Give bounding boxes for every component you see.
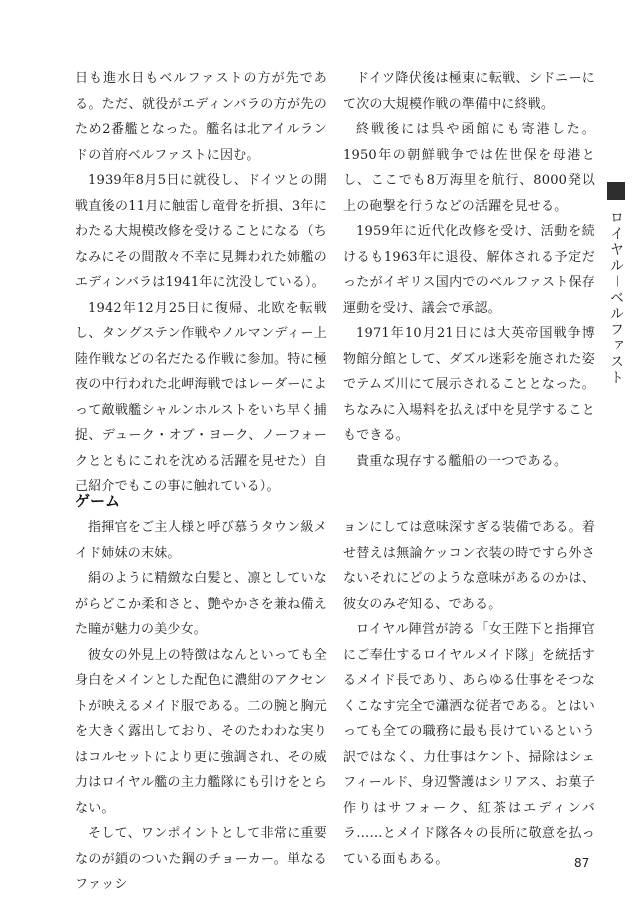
page-number: 87 (574, 856, 590, 870)
paragraph: 1959年に近代化改修を受け、活動を続けるも1963年に退役、解体される予定だったがイギリス国内でのベルファスト保存運動を受け、議会で承認。 (343, 224, 595, 316)
paragraph: 1939年8月5日に就役し、ドイツとの開戦直後の11月に触雷し竜骨を折損、3年にわたる大規模改修を受けることになる（ちなみにその間散々不幸に見舞われた姉艦のエディンバラは1941年に沈没している）。 (75, 173, 327, 290)
section-heading-game: ゲーム (75, 492, 121, 510)
paragraph: 彼女の外見上の特徴はなんといっても全身白をメインとした配色に濃紺のアクセントが映えるメイド服である。二の腕と胸元を大きく露出しており、そのたわわな実りはコルセットにより更に強調され、その威力はロイヤル艦の主力艦隊にも引けをとらない。 (75, 647, 327, 816)
paragraph: 絹のように精緻な白髪と、凛としていながらどこか柔和さと、艶やかさを兼ね備えた瞳が魅力の美少女。 (75, 571, 327, 637)
paragraph: 貴重な現存する艦船の一つである。 (356, 453, 568, 469)
chapter-tab-marker (607, 182, 625, 200)
paragraph: ロイヤル陣営が誇る「女王陛下と指揮官にご奉仕するロイヤルメイド隊」を統括するメイド長であり、あらゆる仕事をそつなくこなす完全で瀟洒な従者である。とはいっても全ての職務に最も長けているという訳ではなく、力仕事はケント、掃除はシェフィールド、身辺警護はシリアス、お菓子作りはサフォーク、紅茶はエディンバラ……とメイド隊各々の長所に敬意を払っている面もある。 (343, 622, 595, 867)
chapter-side-label: ロイヤル－ベルファスト (608, 210, 624, 386)
history-column-left (75, 66, 327, 500)
paragraph: 指揮官をご主人様と呼び慕うタウン級メイド姉妹の末妹。 (75, 520, 327, 561)
game-column-right (343, 515, 595, 872)
game-column-left (75, 515, 327, 898)
paragraph: ドイツ降伏後は極東に転戦、シドニーにて次の大規模作戦の準備中に終戦。 (343, 71, 595, 112)
paragraph: 1971年10月21日には大英帝国戦争博物館分館として、ダズル迷彩を施された姿でテムズ川にて展示されることとなった。ちなみに入場料を払えば中を見学することもできる。 (343, 326, 595, 443)
paragraph: 終戦後には呉や函館にも寄港した。1950年の朝鮮戦争では佐世保を母港とし、ここでも8万海里を航行、8000発以上の砲撃を行うなどの活躍を見せる。 (343, 122, 595, 214)
paragraph: 1942年12月25日に復帰、北欧を転戦し、タングステン作戦やノルマンディー上陸作戦などの名だたる作戦に参加。特に極夜の中行われた北岬海戦ではレーダーによって敵戦艦シャルンホルストをいち早く捕捉、デューク・オブ・ヨーク、ノーフォークとともにこれを沈める活躍を見せた）自己紹介でもこの事に触れている）。 (75, 300, 327, 494)
history-column-right (343, 66, 595, 474)
paragraph: ョンにしては意味深すぎる装備である。着せ替えは無論ケッコン衣装の時ですら外さないそれにどのような意味があるのかは、彼女のみぞ知る、である。 (343, 520, 595, 612)
paragraph: そして、ワンポイントとして非常に重要なのが鎖のついた鋼のチョーカー。単なるファッシ (75, 826, 327, 892)
paragraph: 日も進水日もベルファストの方が先である。ただ、就役がエディンバラの方が先のため2番艦となった。艦名は北アイルランドの首府ベルファストに因む。 (75, 71, 327, 163)
